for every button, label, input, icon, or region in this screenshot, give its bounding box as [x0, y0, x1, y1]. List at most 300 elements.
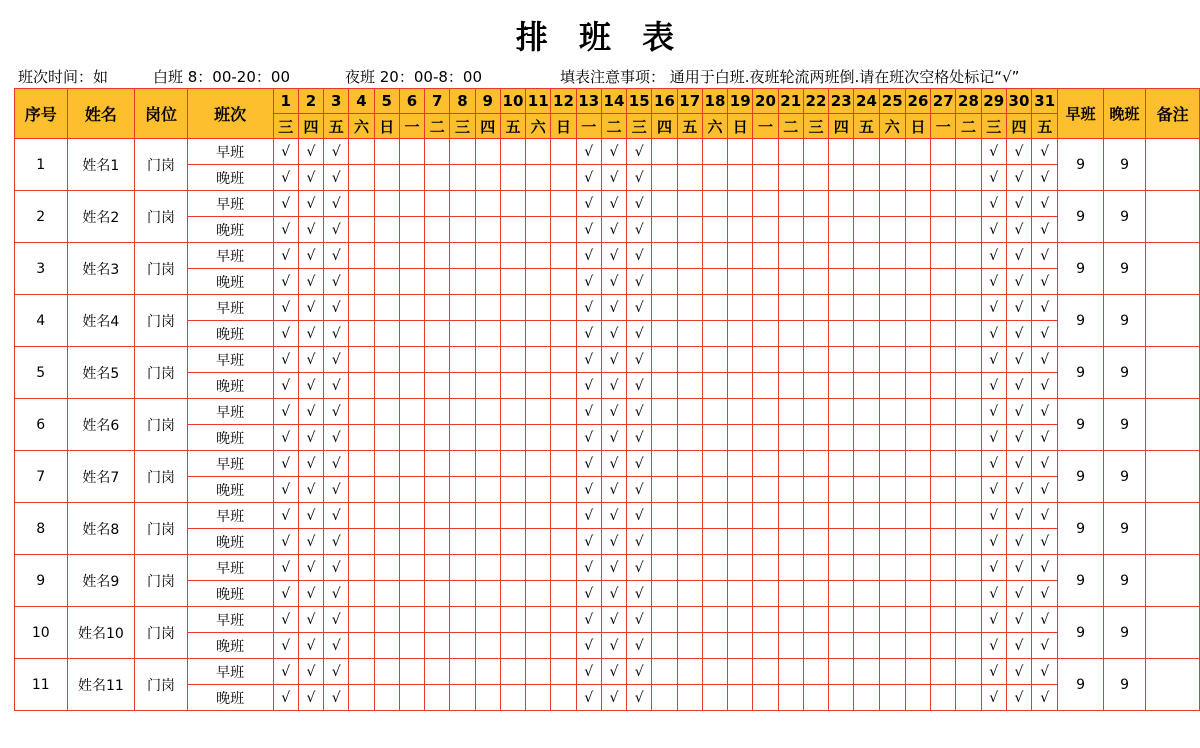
shift-cell-day-6[interactable] [399, 555, 424, 581]
shift-cell-day-5[interactable] [374, 191, 399, 217]
shift-cell-day-10[interactable] [500, 217, 525, 243]
shift-cell-day-1[interactable]: √ [273, 373, 298, 399]
shift-cell-day-20[interactable] [753, 451, 778, 477]
shift-cell-day-29[interactable]: √ [981, 191, 1006, 217]
shift-cell-day-3[interactable]: √ [324, 165, 349, 191]
shift-cell-day-1[interactable]: √ [273, 243, 298, 269]
shift-cell-day-15[interactable]: √ [627, 243, 652, 269]
shift-cell-day-3[interactable]: √ [324, 477, 349, 503]
shift-cell-day-14[interactable]: √ [601, 659, 626, 685]
shift-cell-day-21[interactable] [778, 165, 803, 191]
shift-cell-day-28[interactable] [956, 555, 981, 581]
shift-cell-day-30[interactable]: √ [1006, 451, 1031, 477]
shift-cell-day-12[interactable] [551, 139, 576, 165]
shift-cell-day-27[interactable] [931, 477, 956, 503]
shift-cell-day-4[interactable] [349, 503, 374, 529]
shift-cell-day-7[interactable] [425, 373, 450, 399]
shift-cell-day-4[interactable] [349, 321, 374, 347]
shift-cell-day-21[interactable] [778, 659, 803, 685]
shift-cell-day-22[interactable] [803, 529, 828, 555]
shift-cell-day-5[interactable] [374, 581, 399, 607]
shift-cell-day-24[interactable] [854, 529, 879, 555]
shift-cell-day-31[interactable]: √ [1032, 217, 1058, 243]
shift-cell-day-4[interactable] [349, 555, 374, 581]
shift-cell-day-9[interactable] [475, 269, 500, 295]
shift-cell-day-23[interactable] [829, 165, 854, 191]
shift-cell-day-20[interactable] [753, 581, 778, 607]
shift-cell-day-18[interactable] [702, 477, 727, 503]
shift-cell-day-2[interactable]: √ [298, 451, 323, 477]
row-remark[interactable] [1146, 451, 1200, 503]
shift-cell-day-30[interactable]: √ [1006, 347, 1031, 373]
shift-cell-day-6[interactable] [399, 191, 424, 217]
shift-cell-day-20[interactable] [753, 321, 778, 347]
shift-cell-day-25[interactable] [879, 191, 905, 217]
shift-cell-day-11[interactable] [526, 373, 551, 399]
shift-cell-day-10[interactable] [500, 607, 525, 633]
shift-cell-day-6[interactable] [399, 633, 424, 659]
shift-cell-day-14[interactable]: √ [601, 529, 626, 555]
shift-cell-day-10[interactable] [500, 425, 525, 451]
shift-cell-day-9[interactable] [475, 347, 500, 373]
shift-cell-day-29[interactable]: √ [981, 633, 1006, 659]
shift-cell-day-29[interactable]: √ [981, 581, 1006, 607]
shift-cell-day-19[interactable] [728, 685, 753, 711]
shift-cell-day-24[interactable] [854, 451, 879, 477]
shift-cell-day-14[interactable]: √ [601, 373, 626, 399]
shift-cell-day-20[interactable] [753, 347, 778, 373]
shift-cell-day-11[interactable] [526, 269, 551, 295]
shift-cell-day-23[interactable] [829, 217, 854, 243]
shift-cell-day-29[interactable]: √ [981, 321, 1006, 347]
shift-cell-day-31[interactable]: √ [1032, 581, 1058, 607]
shift-cell-day-20[interactable] [753, 399, 778, 425]
shift-cell-day-31[interactable]: √ [1032, 295, 1058, 321]
shift-cell-day-4[interactable] [349, 451, 374, 477]
shift-cell-day-5[interactable] [374, 633, 399, 659]
shift-cell-day-30[interactable]: √ [1006, 269, 1031, 295]
shift-cell-day-17[interactable] [677, 321, 702, 347]
shift-cell-day-2[interactable]: √ [298, 347, 323, 373]
shift-cell-day-18[interactable] [702, 217, 727, 243]
shift-cell-day-21[interactable] [778, 269, 803, 295]
shift-cell-day-31[interactable]: √ [1032, 139, 1058, 165]
shift-cell-day-17[interactable] [677, 451, 702, 477]
shift-cell-day-28[interactable] [956, 659, 981, 685]
shift-cell-day-20[interactable] [753, 217, 778, 243]
shift-cell-day-24[interactable] [854, 659, 879, 685]
shift-cell-day-6[interactable] [399, 347, 424, 373]
shift-cell-day-21[interactable] [778, 685, 803, 711]
shift-cell-day-8[interactable] [450, 503, 475, 529]
shift-cell-day-22[interactable] [803, 321, 828, 347]
shift-cell-day-8[interactable] [450, 347, 475, 373]
shift-cell-day-16[interactable] [652, 607, 677, 633]
shift-cell-day-26[interactable] [905, 581, 930, 607]
shift-cell-day-9[interactable] [475, 581, 500, 607]
shift-cell-day-24[interactable] [854, 243, 879, 269]
shift-cell-day-12[interactable] [551, 581, 576, 607]
shift-cell-day-12[interactable] [551, 321, 576, 347]
shift-cell-day-10[interactable] [500, 165, 525, 191]
shift-cell-day-13[interactable]: √ [576, 477, 601, 503]
shift-cell-day-21[interactable] [778, 295, 803, 321]
shift-cell-day-28[interactable] [956, 529, 981, 555]
shift-cell-day-8[interactable] [450, 581, 475, 607]
shift-cell-day-28[interactable] [956, 399, 981, 425]
shift-cell-day-10[interactable] [500, 685, 525, 711]
shift-cell-day-17[interactable] [677, 139, 702, 165]
shift-cell-day-29[interactable]: √ [981, 165, 1006, 191]
shift-cell-day-3[interactable]: √ [324, 581, 349, 607]
shift-cell-day-11[interactable] [526, 191, 551, 217]
shift-cell-day-26[interactable] [905, 425, 930, 451]
shift-cell-day-3[interactable]: √ [324, 659, 349, 685]
shift-cell-day-10[interactable] [500, 139, 525, 165]
shift-cell-day-1[interactable]: √ [273, 425, 298, 451]
shift-cell-day-14[interactable]: √ [601, 581, 626, 607]
shift-cell-day-5[interactable] [374, 477, 399, 503]
shift-cell-day-17[interactable] [677, 269, 702, 295]
shift-cell-day-11[interactable] [526, 529, 551, 555]
shift-cell-day-7[interactable] [425, 243, 450, 269]
shift-cell-day-5[interactable] [374, 347, 399, 373]
shift-cell-day-21[interactable] [778, 503, 803, 529]
shift-cell-day-17[interactable] [677, 633, 702, 659]
shift-cell-day-14[interactable]: √ [601, 217, 626, 243]
shift-cell-day-6[interactable] [399, 321, 424, 347]
shift-cell-day-19[interactable] [728, 139, 753, 165]
shift-cell-day-27[interactable] [931, 633, 956, 659]
shift-cell-day-22[interactable] [803, 659, 828, 685]
shift-cell-day-14[interactable]: √ [601, 321, 626, 347]
shift-cell-day-23[interactable] [829, 529, 854, 555]
shift-cell-day-17[interactable] [677, 373, 702, 399]
shift-cell-day-22[interactable] [803, 425, 828, 451]
shift-cell-day-26[interactable] [905, 217, 930, 243]
shift-cell-day-13[interactable]: √ [576, 217, 601, 243]
shift-cell-day-28[interactable] [956, 269, 981, 295]
shift-cell-day-5[interactable] [374, 607, 399, 633]
shift-cell-day-13[interactable]: √ [576, 425, 601, 451]
shift-cell-day-1[interactable]: √ [273, 529, 298, 555]
shift-cell-day-8[interactable] [450, 165, 475, 191]
shift-cell-day-2[interactable]: √ [298, 581, 323, 607]
shift-cell-day-30[interactable]: √ [1006, 659, 1031, 685]
shift-cell-day-24[interactable] [854, 217, 879, 243]
shift-cell-day-29[interactable]: √ [981, 659, 1006, 685]
shift-cell-day-16[interactable] [652, 139, 677, 165]
shift-cell-day-4[interactable] [349, 633, 374, 659]
shift-cell-day-16[interactable] [652, 243, 677, 269]
shift-cell-day-9[interactable] [475, 243, 500, 269]
shift-cell-day-3[interactable]: √ [324, 425, 349, 451]
shift-cell-day-16[interactable] [652, 529, 677, 555]
shift-cell-day-12[interactable] [551, 607, 576, 633]
shift-cell-day-2[interactable]: √ [298, 295, 323, 321]
shift-cell-day-2[interactable]: √ [298, 659, 323, 685]
shift-cell-day-5[interactable] [374, 451, 399, 477]
shift-cell-day-3[interactable]: √ [324, 685, 349, 711]
shift-cell-day-30[interactable]: √ [1006, 529, 1031, 555]
shift-cell-day-10[interactable] [500, 451, 525, 477]
shift-cell-day-19[interactable] [728, 581, 753, 607]
shift-cell-day-19[interactable] [728, 243, 753, 269]
shift-cell-day-24[interactable] [854, 425, 879, 451]
shift-cell-day-7[interactable] [425, 529, 450, 555]
shift-cell-day-4[interactable] [349, 191, 374, 217]
shift-cell-day-13[interactable]: √ [576, 269, 601, 295]
shift-cell-day-15[interactable]: √ [627, 399, 652, 425]
shift-cell-day-24[interactable] [854, 269, 879, 295]
shift-cell-day-24[interactable] [854, 477, 879, 503]
shift-cell-day-4[interactable] [349, 243, 374, 269]
shift-cell-day-29[interactable]: √ [981, 373, 1006, 399]
shift-cell-day-7[interactable] [425, 347, 450, 373]
shift-cell-day-18[interactable] [702, 243, 727, 269]
shift-cell-day-26[interactable] [905, 269, 930, 295]
shift-cell-day-28[interactable] [956, 633, 981, 659]
shift-cell-day-6[interactable] [399, 685, 424, 711]
shift-cell-day-2[interactable]: √ [298, 191, 323, 217]
shift-cell-day-18[interactable] [702, 581, 727, 607]
shift-cell-day-28[interactable] [956, 685, 981, 711]
shift-cell-day-27[interactable] [931, 581, 956, 607]
shift-cell-day-8[interactable] [450, 685, 475, 711]
shift-cell-day-12[interactable] [551, 269, 576, 295]
shift-cell-day-25[interactable] [879, 685, 905, 711]
shift-cell-day-14[interactable]: √ [601, 191, 626, 217]
shift-cell-day-14[interactable]: √ [601, 295, 626, 321]
shift-cell-day-16[interactable] [652, 477, 677, 503]
shift-cell-day-26[interactable] [905, 321, 930, 347]
shift-cell-day-2[interactable]: √ [298, 555, 323, 581]
shift-cell-day-31[interactable]: √ [1032, 529, 1058, 555]
shift-cell-day-9[interactable] [475, 659, 500, 685]
shift-cell-day-21[interactable] [778, 607, 803, 633]
shift-cell-day-5[interactable] [374, 243, 399, 269]
shift-cell-day-15[interactable]: √ [627, 191, 652, 217]
shift-cell-day-17[interactable] [677, 477, 702, 503]
shift-cell-day-22[interactable] [803, 295, 828, 321]
shift-cell-day-24[interactable] [854, 503, 879, 529]
shift-cell-day-12[interactable] [551, 425, 576, 451]
shift-cell-day-28[interactable] [956, 165, 981, 191]
shift-cell-day-29[interactable]: √ [981, 217, 1006, 243]
shift-cell-day-25[interactable] [879, 503, 905, 529]
shift-cell-day-1[interactable]: √ [273, 685, 298, 711]
shift-cell-day-4[interactable] [349, 217, 374, 243]
shift-cell-day-23[interactable] [829, 555, 854, 581]
shift-cell-day-27[interactable] [931, 347, 956, 373]
shift-cell-day-19[interactable] [728, 321, 753, 347]
shift-cell-day-25[interactable] [879, 477, 905, 503]
shift-cell-day-16[interactable] [652, 347, 677, 373]
shift-cell-day-6[interactable] [399, 217, 424, 243]
shift-cell-day-11[interactable] [526, 347, 551, 373]
shift-cell-day-5[interactable] [374, 529, 399, 555]
shift-cell-day-1[interactable]: √ [273, 451, 298, 477]
shift-cell-day-16[interactable] [652, 425, 677, 451]
shift-cell-day-3[interactable]: √ [324, 399, 349, 425]
shift-cell-day-15[interactable]: √ [627, 321, 652, 347]
shift-cell-day-20[interactable] [753, 607, 778, 633]
shift-cell-day-29[interactable]: √ [981, 607, 1006, 633]
shift-cell-day-31[interactable]: √ [1032, 685, 1058, 711]
shift-cell-day-22[interactable] [803, 347, 828, 373]
shift-cell-day-3[interactable]: √ [324, 243, 349, 269]
shift-cell-day-8[interactable] [450, 607, 475, 633]
shift-cell-day-24[interactable] [854, 321, 879, 347]
shift-cell-day-6[interactable] [399, 451, 424, 477]
shift-cell-day-15[interactable]: √ [627, 373, 652, 399]
shift-cell-day-18[interactable] [702, 373, 727, 399]
shift-cell-day-1[interactable]: √ [273, 477, 298, 503]
shift-cell-day-31[interactable]: √ [1032, 503, 1058, 529]
shift-cell-day-17[interactable] [677, 217, 702, 243]
shift-cell-day-17[interactable] [677, 399, 702, 425]
shift-cell-day-11[interactable] [526, 659, 551, 685]
shift-cell-day-6[interactable] [399, 607, 424, 633]
shift-cell-day-5[interactable] [374, 295, 399, 321]
shift-cell-day-9[interactable] [475, 425, 500, 451]
shift-cell-day-12[interactable] [551, 243, 576, 269]
shift-cell-day-3[interactable]: √ [324, 217, 349, 243]
shift-cell-day-15[interactable]: √ [627, 451, 652, 477]
shift-cell-day-19[interactable] [728, 217, 753, 243]
shift-cell-day-25[interactable] [879, 321, 905, 347]
shift-cell-day-18[interactable] [702, 321, 727, 347]
shift-cell-day-18[interactable] [702, 347, 727, 373]
shift-cell-day-8[interactable] [450, 555, 475, 581]
shift-cell-day-25[interactable] [879, 217, 905, 243]
shift-cell-day-26[interactable] [905, 477, 930, 503]
shift-cell-day-7[interactable] [425, 685, 450, 711]
shift-cell-day-14[interactable]: √ [601, 555, 626, 581]
shift-cell-day-21[interactable] [778, 217, 803, 243]
shift-cell-day-4[interactable] [349, 399, 374, 425]
shift-cell-day-7[interactable] [425, 399, 450, 425]
shift-cell-day-6[interactable] [399, 529, 424, 555]
shift-cell-day-1[interactable]: √ [273, 399, 298, 425]
shift-cell-day-2[interactable]: √ [298, 373, 323, 399]
shift-cell-day-31[interactable]: √ [1032, 633, 1058, 659]
shift-cell-day-30[interactable]: √ [1006, 139, 1031, 165]
shift-cell-day-3[interactable]: √ [324, 451, 349, 477]
shift-cell-day-8[interactable] [450, 425, 475, 451]
shift-cell-day-9[interactable] [475, 217, 500, 243]
shift-cell-day-11[interactable] [526, 321, 551, 347]
shift-cell-day-25[interactable] [879, 529, 905, 555]
shift-cell-day-11[interactable] [526, 581, 551, 607]
shift-cell-day-10[interactable] [500, 503, 525, 529]
shift-cell-day-30[interactable]: √ [1006, 295, 1031, 321]
row-remark[interactable] [1146, 347, 1200, 399]
shift-cell-day-19[interactable] [728, 659, 753, 685]
shift-cell-day-28[interactable] [956, 451, 981, 477]
shift-cell-day-10[interactable] [500, 295, 525, 321]
shift-cell-day-2[interactable]: √ [298, 243, 323, 269]
shift-cell-day-4[interactable] [349, 373, 374, 399]
shift-cell-day-13[interactable]: √ [576, 581, 601, 607]
shift-cell-day-14[interactable]: √ [601, 165, 626, 191]
shift-cell-day-1[interactable]: √ [273, 165, 298, 191]
shift-cell-day-31[interactable]: √ [1032, 165, 1058, 191]
shift-cell-day-16[interactable] [652, 191, 677, 217]
shift-cell-day-3[interactable]: √ [324, 607, 349, 633]
shift-cell-day-10[interactable] [500, 633, 525, 659]
shift-cell-day-27[interactable] [931, 269, 956, 295]
shift-cell-day-19[interactable] [728, 529, 753, 555]
shift-cell-day-27[interactable] [931, 165, 956, 191]
shift-cell-day-8[interactable] [450, 217, 475, 243]
shift-cell-day-21[interactable] [778, 321, 803, 347]
shift-cell-day-26[interactable] [905, 243, 930, 269]
shift-cell-day-17[interactable] [677, 191, 702, 217]
shift-cell-day-23[interactable] [829, 399, 854, 425]
shift-cell-day-2[interactable]: √ [298, 321, 323, 347]
shift-cell-day-18[interactable] [702, 191, 727, 217]
shift-cell-day-25[interactable] [879, 581, 905, 607]
shift-cell-day-7[interactable] [425, 503, 450, 529]
shift-cell-day-23[interactable] [829, 243, 854, 269]
shift-cell-day-22[interactable] [803, 243, 828, 269]
shift-cell-day-20[interactable] [753, 659, 778, 685]
shift-cell-day-3[interactable]: √ [324, 269, 349, 295]
row-remark[interactable] [1146, 607, 1200, 659]
row-remark[interactable] [1146, 659, 1200, 711]
shift-cell-day-11[interactable] [526, 451, 551, 477]
shift-cell-day-5[interactable] [374, 503, 399, 529]
shift-cell-day-16[interactable] [652, 321, 677, 347]
shift-cell-day-23[interactable] [829, 139, 854, 165]
shift-cell-day-2[interactable]: √ [298, 503, 323, 529]
shift-cell-day-13[interactable]: √ [576, 139, 601, 165]
shift-cell-day-23[interactable] [829, 633, 854, 659]
shift-cell-day-30[interactable]: √ [1006, 191, 1031, 217]
shift-cell-day-2[interactable]: √ [298, 165, 323, 191]
shift-cell-day-23[interactable] [829, 581, 854, 607]
shift-cell-day-9[interactable] [475, 373, 500, 399]
shift-cell-day-18[interactable] [702, 269, 727, 295]
shift-cell-day-20[interactable] [753, 685, 778, 711]
row-remark[interactable] [1146, 191, 1200, 243]
shift-cell-day-10[interactable] [500, 243, 525, 269]
shift-cell-day-14[interactable]: √ [601, 685, 626, 711]
shift-cell-day-15[interactable]: √ [627, 607, 652, 633]
shift-cell-day-27[interactable] [931, 451, 956, 477]
shift-cell-day-11[interactable] [526, 139, 551, 165]
shift-cell-day-10[interactable] [500, 477, 525, 503]
shift-cell-day-26[interactable] [905, 607, 930, 633]
shift-cell-day-22[interactable] [803, 217, 828, 243]
shift-cell-day-19[interactable] [728, 477, 753, 503]
shift-cell-day-1[interactable]: √ [273, 191, 298, 217]
shift-cell-day-25[interactable] [879, 373, 905, 399]
shift-cell-day-16[interactable] [652, 633, 677, 659]
shift-cell-day-3[interactable]: √ [324, 139, 349, 165]
shift-cell-day-30[interactable]: √ [1006, 685, 1031, 711]
shift-cell-day-19[interactable] [728, 555, 753, 581]
shift-cell-day-8[interactable] [450, 633, 475, 659]
shift-cell-day-6[interactable] [399, 581, 424, 607]
shift-cell-day-12[interactable] [551, 373, 576, 399]
shift-cell-day-18[interactable] [702, 139, 727, 165]
row-remark[interactable] [1146, 139, 1200, 191]
shift-cell-day-13[interactable]: √ [576, 607, 601, 633]
shift-cell-day-28[interactable] [956, 139, 981, 165]
shift-cell-day-14[interactable]: √ [601, 139, 626, 165]
